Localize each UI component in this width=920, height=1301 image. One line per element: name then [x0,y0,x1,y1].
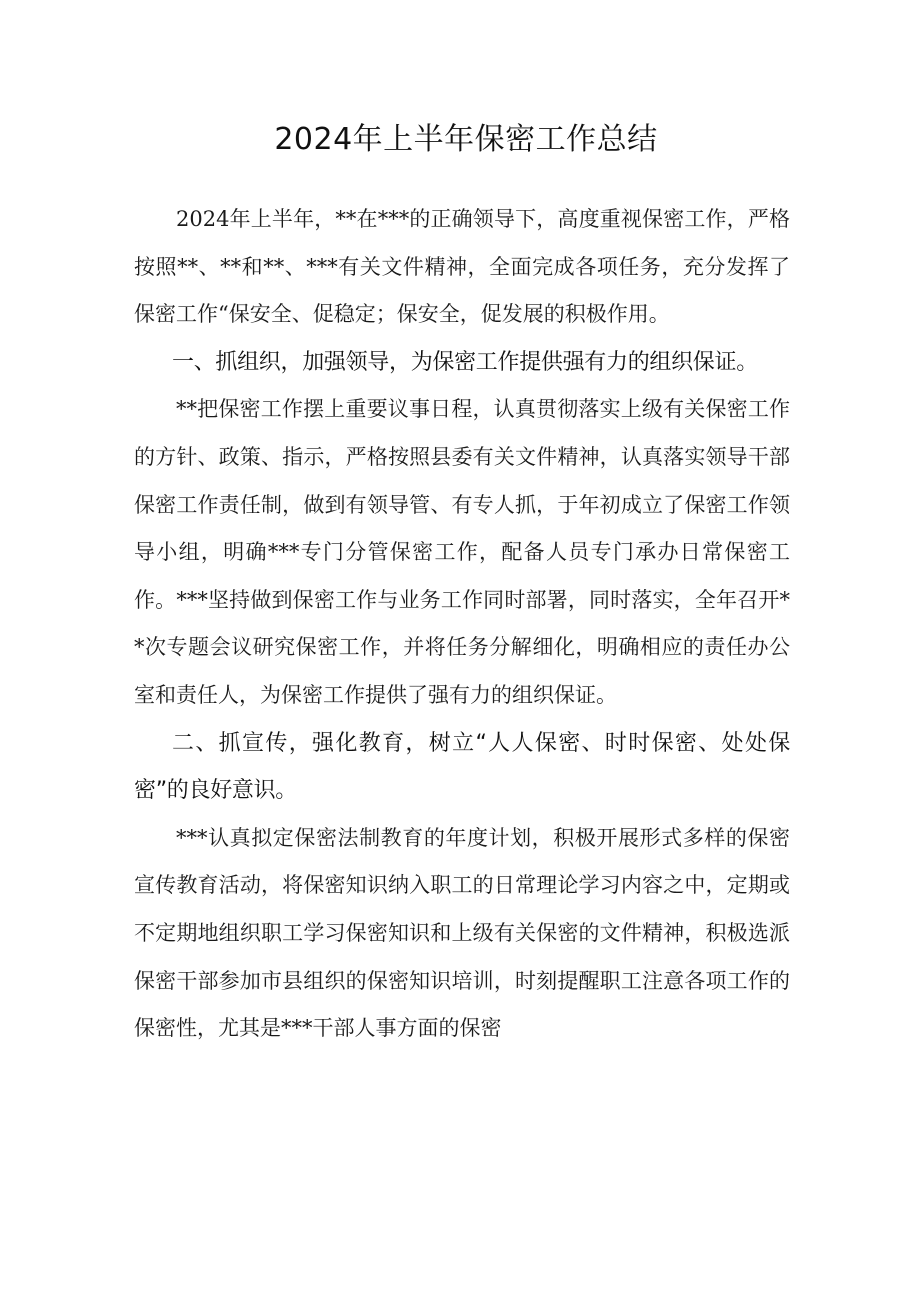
document-title: 2024年上半年保密工作总结 [274,122,658,157]
body-paragraph-3: ***认真拟定保密法制教育的年度计划，积极开展形式多样的保密宣传教育活动，将保密知识纳入职工的日常理论学习内容之中，定期或不定期地组织职工学习保密知识和上级有关保密的文件精神，积极选派保密干部参加市县组织的保密知识培训，时刻提醒职工注意各项工作的保密性，尤其是***干部人事方面的保密 [134,825,790,1041]
body-paragraph-2: **把保密工作摆上重要议事日程，认真贯彻落实上级有关保密工作的方针、政策、指示，严格按照县委有关文件精神，认真落实领导干部保密工作责任制，做到有领导管、有专人抓，于年初成立了保密工作领导小组，明确***专门分管保密工作，配备人员专门承办日常保密工作。***坚持做到保密工作与业务工作同时部署，同时落实，全年召开**次专题会议研究保密工作，并将任务分解细化，明确相应的责任办公室和责任人，为保密工作提供了强有力的组织保证。 [134,397,790,707]
section-heading-1: 一、抓组织，加强领导，为保密工作提供强有力的组织保证。 [172,349,758,375]
document-body [134,196,790,1053]
body-paragraph-1: 2024年上半年，**在***的正确领导下，高度重视保密工作，严格按照**、**和**、***有关文件精神，全面完成各项任务，充分发挥了保密工作“保安全、促稳定；保安全，促发展的积极作用。 [134,207,790,327]
section-heading-2: 二、抓宣传，强化教育，树立“人人保密、时时保密、处处保密”的良好意识。 [134,730,790,804]
